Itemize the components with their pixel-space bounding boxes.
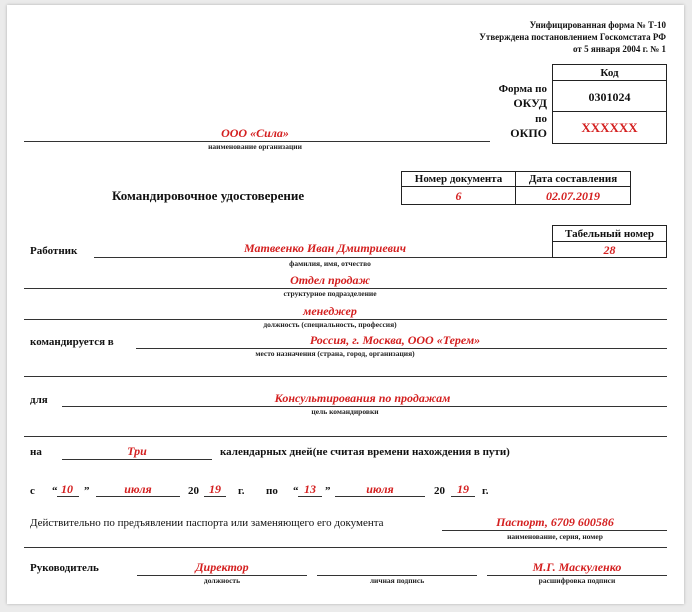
okpo-value: XXXXXX xyxy=(581,120,638,135)
doc-date-cell xyxy=(515,186,631,205)
employee-label: Работник xyxy=(30,245,78,257)
from-year-prefix: 20 xyxy=(188,485,199,497)
passport-extra-line xyxy=(24,547,667,548)
head-position-caption: должность xyxy=(203,576,241,585)
from-year-suffix: г. xyxy=(238,485,245,497)
department-caption: структурное подразделение xyxy=(283,289,377,298)
form-header-line-1: Унифицированная форма № Т-10 xyxy=(529,20,666,30)
purpose-label: для xyxy=(30,394,48,406)
doc-number-cell xyxy=(401,186,516,205)
document-title: Командировочное удостоверение xyxy=(112,188,305,203)
head-name-value: М.Г. Маскуленко xyxy=(532,560,622,574)
position-caption: должность (специальность, профессия) xyxy=(263,320,397,329)
doc-date-header: Дата составления xyxy=(528,173,618,185)
head-position-value: Директор xyxy=(195,560,249,574)
employee-name-value: Матвеенко Иван Дмитриевич xyxy=(243,241,407,255)
destination-extra-line xyxy=(24,376,667,377)
doc-number-header: Номер документа xyxy=(414,173,503,185)
to-year-line xyxy=(451,496,475,497)
duration-label: на xyxy=(30,446,42,458)
passport-caption: наименование, серия, номер xyxy=(507,532,603,541)
passport-label: Действительно по предъявлении паспорта или заменяющего его документа xyxy=(30,517,384,529)
duration-suffix: календарных дней(не считая времени нахождения в пути) xyxy=(220,446,510,458)
passport-line xyxy=(442,530,667,531)
okud-value: 0301024 xyxy=(588,90,631,104)
okud-label-1: Форма по xyxy=(498,83,547,95)
to-year-suffix: г. xyxy=(482,485,489,497)
position-value: менеджер xyxy=(303,304,357,318)
purpose-value: Консультирования по продажам xyxy=(274,391,451,405)
duration-line xyxy=(62,459,212,460)
purpose-caption: цель командировки xyxy=(311,407,379,416)
from-month-value: июля xyxy=(124,482,152,496)
destination-caption: место назначения (страна, город, организация) xyxy=(255,349,415,358)
from-quote-close: ” xyxy=(84,485,90,497)
from-year-line xyxy=(204,496,226,497)
duration-value: Три xyxy=(127,444,147,458)
okpo-label-1: по xyxy=(535,113,547,125)
tab-number-header-cell xyxy=(552,225,667,242)
to-month-line xyxy=(335,496,425,497)
okud-label-2: ОКУД xyxy=(513,96,547,110)
doc-date-value: 02.07.2019 xyxy=(546,189,600,203)
to-quote-close: ” xyxy=(325,485,331,497)
to-label: по xyxy=(266,485,278,497)
tab-number-cell xyxy=(552,241,667,258)
to-year-prefix: 20 xyxy=(434,485,445,497)
to-day-value: 13 xyxy=(304,482,316,496)
doc-number-header-cell xyxy=(401,171,516,187)
to-quote-open: “ xyxy=(293,485,299,497)
from-day-line xyxy=(57,496,79,497)
from-day-value: 10 xyxy=(61,482,73,496)
to-day-line xyxy=(298,496,322,497)
to-year-value: 19 xyxy=(457,482,469,496)
to-month-value: июля xyxy=(366,482,394,496)
form-header-line-2: Утверждена постановлением Госкомстата РФ xyxy=(479,32,666,42)
passport-value: Паспорт, 6709 600586 xyxy=(496,515,614,529)
head-name-caption: расшифровка подписи xyxy=(538,576,616,585)
tab-number-header: Табельный номер xyxy=(565,228,654,240)
code-header-cell xyxy=(552,64,667,81)
purpose-extra-line xyxy=(24,436,667,437)
from-label: с xyxy=(30,485,35,497)
head-label: Руководитель xyxy=(30,562,99,574)
code-header-label: Код xyxy=(600,67,619,79)
form-header-line-3: от 5 января 2004 г. № 1 xyxy=(573,44,666,54)
department-value: Отдел продаж xyxy=(290,273,370,287)
organization-value: ООО «Сила» xyxy=(221,126,289,140)
okpo-cell xyxy=(552,111,667,144)
from-quote-open: “ xyxy=(52,485,58,497)
doc-number-value: 6 xyxy=(455,189,462,203)
okpo-label-2: ОКПО xyxy=(510,126,547,140)
okud-cell xyxy=(552,80,667,112)
head-signature-caption: личная подпись xyxy=(369,576,425,585)
employee-name-line xyxy=(94,257,552,258)
from-year-value: 19 xyxy=(209,482,221,496)
doc-date-header-cell xyxy=(515,171,631,187)
destination-value: Россия, г. Москва, ООО «Терем» xyxy=(309,333,481,347)
destination-label: командируется в xyxy=(30,336,114,348)
tab-number-value: 28 xyxy=(603,243,616,257)
employee-name-caption: фамилия, имя, отчество xyxy=(289,259,371,268)
organization-caption: наименование организации xyxy=(208,142,302,151)
from-month-line xyxy=(96,496,180,497)
